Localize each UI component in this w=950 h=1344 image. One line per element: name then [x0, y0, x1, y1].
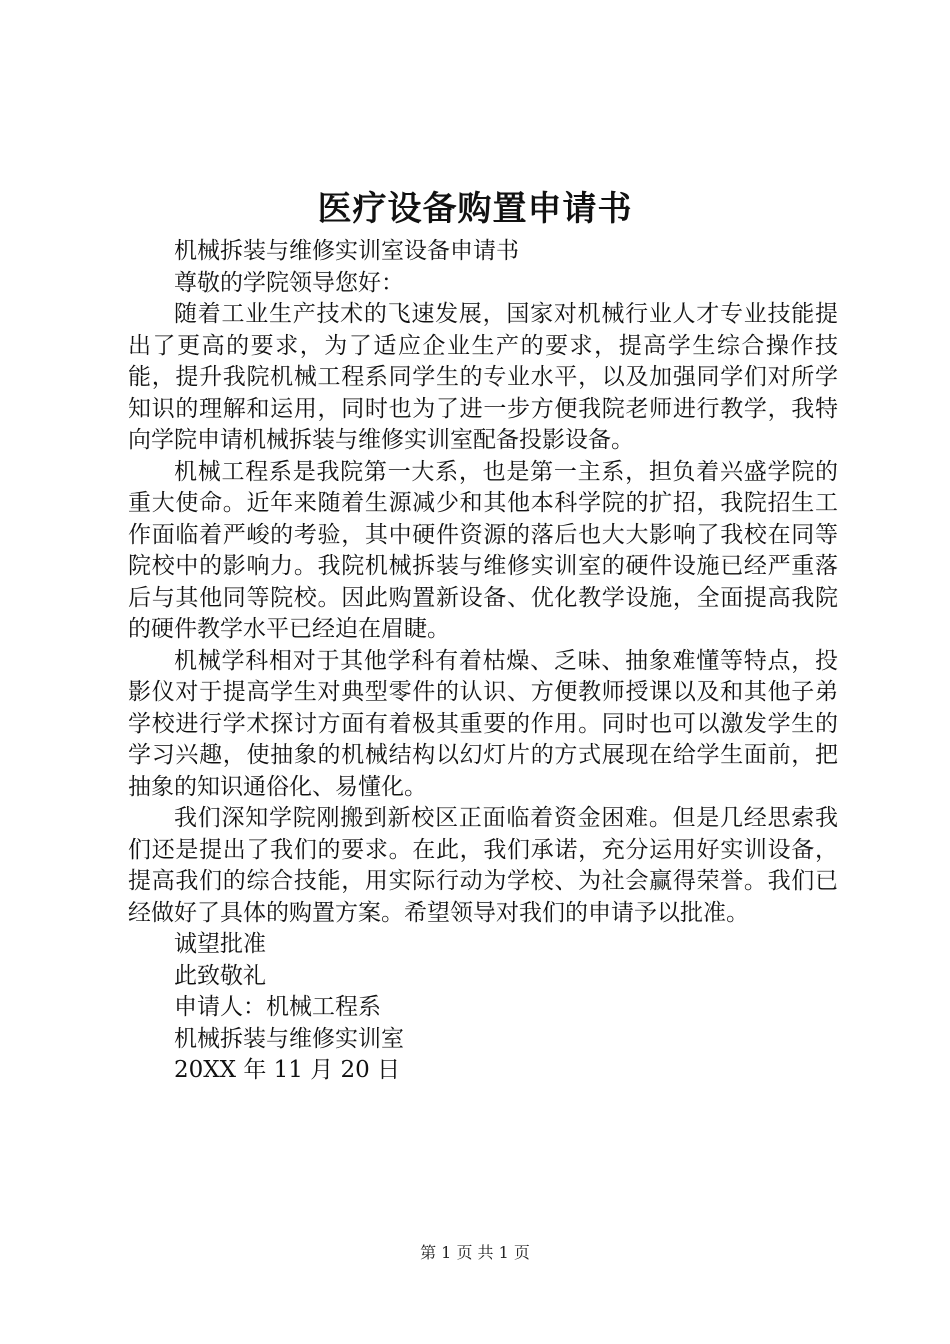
regards-line: 此致敬礼 [174, 962, 266, 989]
salutation: 尊敬的学院领导您好： [174, 269, 404, 296]
document-subtitle: 机械拆装与维修实训室设备申请书 [174, 238, 519, 264]
closing-line: 诚望批准 [174, 931, 266, 957]
document-body [128, 236, 838, 1087]
department-line: 机械拆装与维修实训室 [174, 1025, 404, 1052]
date-line: 20XX 年 11 月 20 日 [174, 1057, 401, 1083]
body-paragraph-1: 随着工业生产技术的飞速发展，国家对机械行业人才专业技能提出了更高的要求，为了适应企业生产的要求，提高学生综合操作技能，提升我院机械工程系同学生的专业水平，以及加强同学们对所学知识的理解和运用，同时也为了进一步方便我院老师进行教学，我特向学院申请机械拆装与维修实训室配备投影设备。 [128, 301, 838, 453]
applicant-line: 申请人：机械工程系 [174, 994, 381, 1020]
page-footer: 第 1 页 共 1 页 [420, 1243, 530, 1262]
body-paragraph-2: 机械工程系是我院第一大系，也是第一主系，担负着兴盛学院的重大使命。近年来随着生源减少和其他本科学院的扩招，我院招生工作面临着严峻的考验，其中硬件资源的落后也大大影响了我校在同等院校中的影响力。我院机械拆装与维修实训室的硬件设施已经严重落后与其他同等院校。因此购置新设备、优化教学设施，全面提高我院的硬件教学水平已经迫在眉睫。 [128, 458, 838, 642]
body-paragraph-4: 我们深知学院刚搬到新校区正面临着资金困难。但是几经思索我们还是提出了我们的要求。在此，我们承诺，充分运用好实训设备，提高我们的综合技能，用实际行动为学校、为社会赢得荣誉。我们已经做好了具体的购置方案。希望领导对我们的申请予以批准。 [128, 805, 838, 926]
body-paragraph-3: 机械学科相对于其他学科有着枯燥、乏味、抽象难懂等特点，投影仪对于提高学生对典型零件的认识、方便教师授课以及和其他子弟学校进行学术探讨方面有着极其重要的作用。同时也可以激发学生的学习兴趣，使抽象的机械结构以幻灯片的方式展现在给学生面前，把抽象的知识通俗化、易懂化。 [128, 647, 838, 800]
document-title: 医疗设备购置申请书 [317, 189, 633, 229]
